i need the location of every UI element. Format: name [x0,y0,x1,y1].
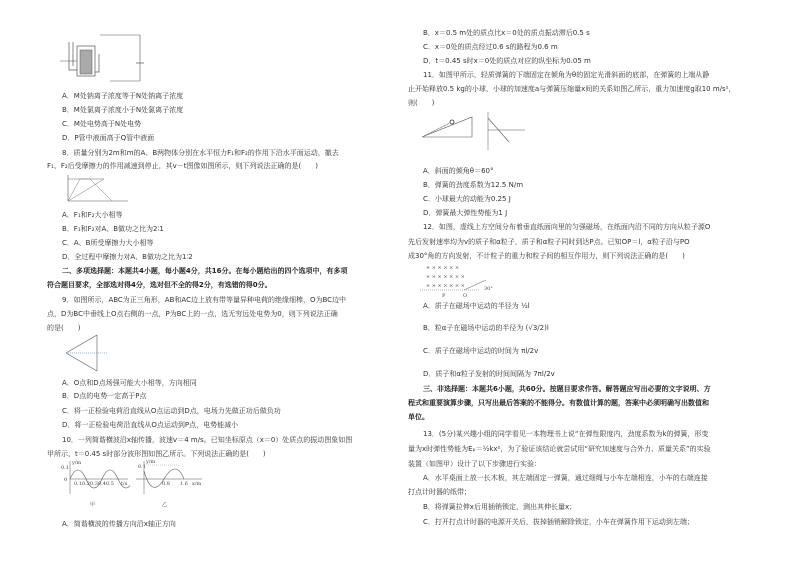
tick: 0.2 [82,481,90,487]
q8-option-d: D．全过程中摩擦力对A、B做功之比为1∶2 [62,253,193,261]
q10-option-d: D．t＝0.45 s时x＝0处的质点对应的纵坐标为0.05 m [423,57,591,65]
q9-option-a: A．O点和D点场强可能大小相等，方向相同 [62,379,197,387]
q8-option-a: A．F₁和F₂大小相等 [62,211,123,219]
point-p-label: P [442,293,446,298]
q12-stem-3: 成30°角的方向发射，不计粒子的重力和粒子间的相互作用力，则下列说法正确的是( ) [408,252,685,260]
q9-stem-3: 的是( ) [47,324,81,332]
point-o-label: O [463,293,468,298]
section3-heading-1: 三、非选择题：本题共6小题，共60分。按题目要求作答。解答题应写出必要的文字说明、方 [423,385,711,393]
q11-option-a: A．斜面的倾角θ＝60° [423,167,494,175]
svg-text:× × × × × ×: × × × × × × [426,265,460,271]
section3-heading-2: 程式和重要演算步骤，只写出最后答案的不能得分。有数值计算的题，答案中必须明确写出数值和 [408,399,709,407]
q12-option-b: B．粒α子在磁场中运动的半径为 (√3/2)l [423,324,549,332]
y-axis-label: y/m [72,460,82,466]
tick: 0.8 [162,481,170,487]
q10-stem-1: 10．一列简谐横波沿x轴传播，波速v＝4 m/s。已知坐标原点（x＝0）处质点的振动图象如图 [62,436,353,444]
x-axis-label: x/m [192,481,202,487]
angle-label: 30° [484,286,493,292]
figure-caption: 甲 [90,502,96,508]
q11-stem-3: 则( ) [408,99,435,107]
q12-stem-1: 12．如图，虚线上方空间分布着垂直纸面向里的匀强磁场，在纸面内沿不同的方向从粒子源O [423,223,711,231]
tick: 0.5 [106,481,114,487]
amp-label: 0.1 [138,464,146,470]
q8-option-b: B．F₁和F₂对A、B做功之比为2∶1 [62,225,164,233]
q10-vibration-graph-jia [60,459,130,509]
svg-text:× × × × × × ×: × × × × × × × [426,274,465,280]
tick: 0.4 [98,481,106,487]
q9-stem-1: 9．如图所示，ABC为正三角形，AB和AC边上放有带等量异种电荷的绝缘细棒，O为BC边中 [62,296,347,304]
section3-heading-3: 单位。 [408,413,429,421]
amp-label: 0.1 [61,465,69,471]
q13-line-5: 打点计时器的纸带； [408,488,471,496]
q7-circuit [100,33,145,83]
tick: 0.3 [90,481,98,487]
t-axis-label: t/s [121,481,128,487]
q12-option-a: A．质子在磁场中运动的半径为 ½l [423,302,530,310]
q10-option-c: C．x＝0处的质点经过0.6 s的路程为0.6 m [423,43,558,51]
y-axis-label: y/m [146,459,156,465]
q11-option-b: B．弹簧的劲度系数为12.5 N/m [423,181,524,189]
svg-text:× × × × × × ×: × × × × × × × [426,283,465,289]
q12-magnetic-field-figure [418,262,498,298]
q8-option-c: C．A、B所受摩擦力大小相等 [62,239,154,247]
q10-wave-graph-yi [132,459,204,509]
q11-option-c: C．小球最大的动能为0.25 J [423,195,511,203]
section2-heading-1: 二、多项选择题：本题共4小题，每小题4分，共16分。在每小题给出的四个选项中，有多项 [62,267,348,275]
figure-caption: 乙 [162,502,168,508]
q10-option-b: B．x＝0.5 m处的质点比x＝0处的质点振动滞后0.5 s [423,29,590,37]
q11-option-d: D．弹簧最大弹性势能为1 J [423,209,508,217]
q13-line-3: 装置（如图甲）设计了以下步骤进行实验： [408,460,541,468]
q13-line-1: 13．(5分)某兴趣小组的同学看见一本物理书上说“在弹性限度内，劲度系数为k的弹簧，形变 [423,430,709,438]
q9-option-b: B．D点的电势一定高于P点 [62,392,147,400]
q9-option-d: D．将一正检验电荷沿直线从O点运动到P点，电势能减小 [62,421,239,429]
q13-line-4: A．水平桌面上放一长木板，其左端固定一弹簧，通过细绳与小车左端相连，小车的右端连接 [423,474,708,482]
q10-stem-2: 甲所示，t＝0.45 s时部分波形图如图乙所示。下列说法正确的是( ) [47,450,266,458]
zero-label: 0 [64,477,68,483]
q9-stem-2: 点，D为BC中垂线上O点右侧的一点，P为BC上的一点，选无穷远处电势为0，则下列说法正确 [47,310,338,318]
q7-option-c: C．M处电势高于N处电势 [62,120,142,128]
q12-option-c: C．质子在磁场中运动的时间为 πl/2v [423,347,539,355]
q11-incline-figure [420,115,475,141]
tick: 0.1 [74,481,82,487]
q12-stem-2: 先后发射速率均为v的质子和α粒子，质子和α粒子同时到达P点。已知OP＝l，α粒子沿与PO [408,238,690,246]
q12-option-d: D．质子和α粒子发射的时间间隔为 7πl/2v [423,370,555,378]
q8-stem-1: 8．质量分别为2m和m的A、B两物体分别在水平恒力F₁和F₂的作用下沿水平面运动，撤去 [62,149,339,157]
tick: 1.6 [180,481,188,487]
q11-stem-2: 止开始释放0.5 kg的小球，小球的加速度a与弹簧压缩量x间的关系如图乙所示，重力加速度g取10 m/s²， [408,85,736,93]
q13-line-2: 量为x时弹性势能为Eₚ＝½kx²，为了验证该结论就尝试用“研究加速度与合外力、质量关系”的实验 [408,445,711,453]
q9-triangle-figure [62,333,107,375]
q11-ax-graph [485,110,530,152]
q9-option-c: C．将一正检验电荷沿直线从O点运动到D点，电场力先做正功后做负功 [62,407,281,415]
section2-heading-2: 符合题目要求，全部选对得4分，选对但不全的得2分，有选错的得0分。 [47,281,272,289]
q13-line-7: C．打开打点计时器的电源开关后，拔掉插销解除锁定，小车在弹簧作用下运动到左端； [423,518,694,526]
q13-line-6: B．将弹簧拉伸x后用插销锁定，测出其伸长量x； [423,503,577,511]
q7-option-d: D．P管中液面高于Q管中液面 [62,134,155,142]
q8-vt-graph [60,173,130,209]
q11-stem-1: 11．如图甲所示，轻质弹簧的下端固定在倾角为θ的固定光滑斜面的底部，在弹簧的上端从静 [423,71,710,79]
q7-option-a: A．M处钠离子浓度等于N处钠离子浓度 [62,92,184,100]
q10-option-a: A．简谐横波的传播方向沿x轴正方向 [62,520,176,528]
q7-option-b: B．M处氯离子浓度小于N处氯离子浓度 [62,106,184,114]
q8-stem-2: F₁、F₂后受摩擦力的作用减速到停止，其v－t图像如图所示，则下列说法正确的是( ) [47,162,319,170]
